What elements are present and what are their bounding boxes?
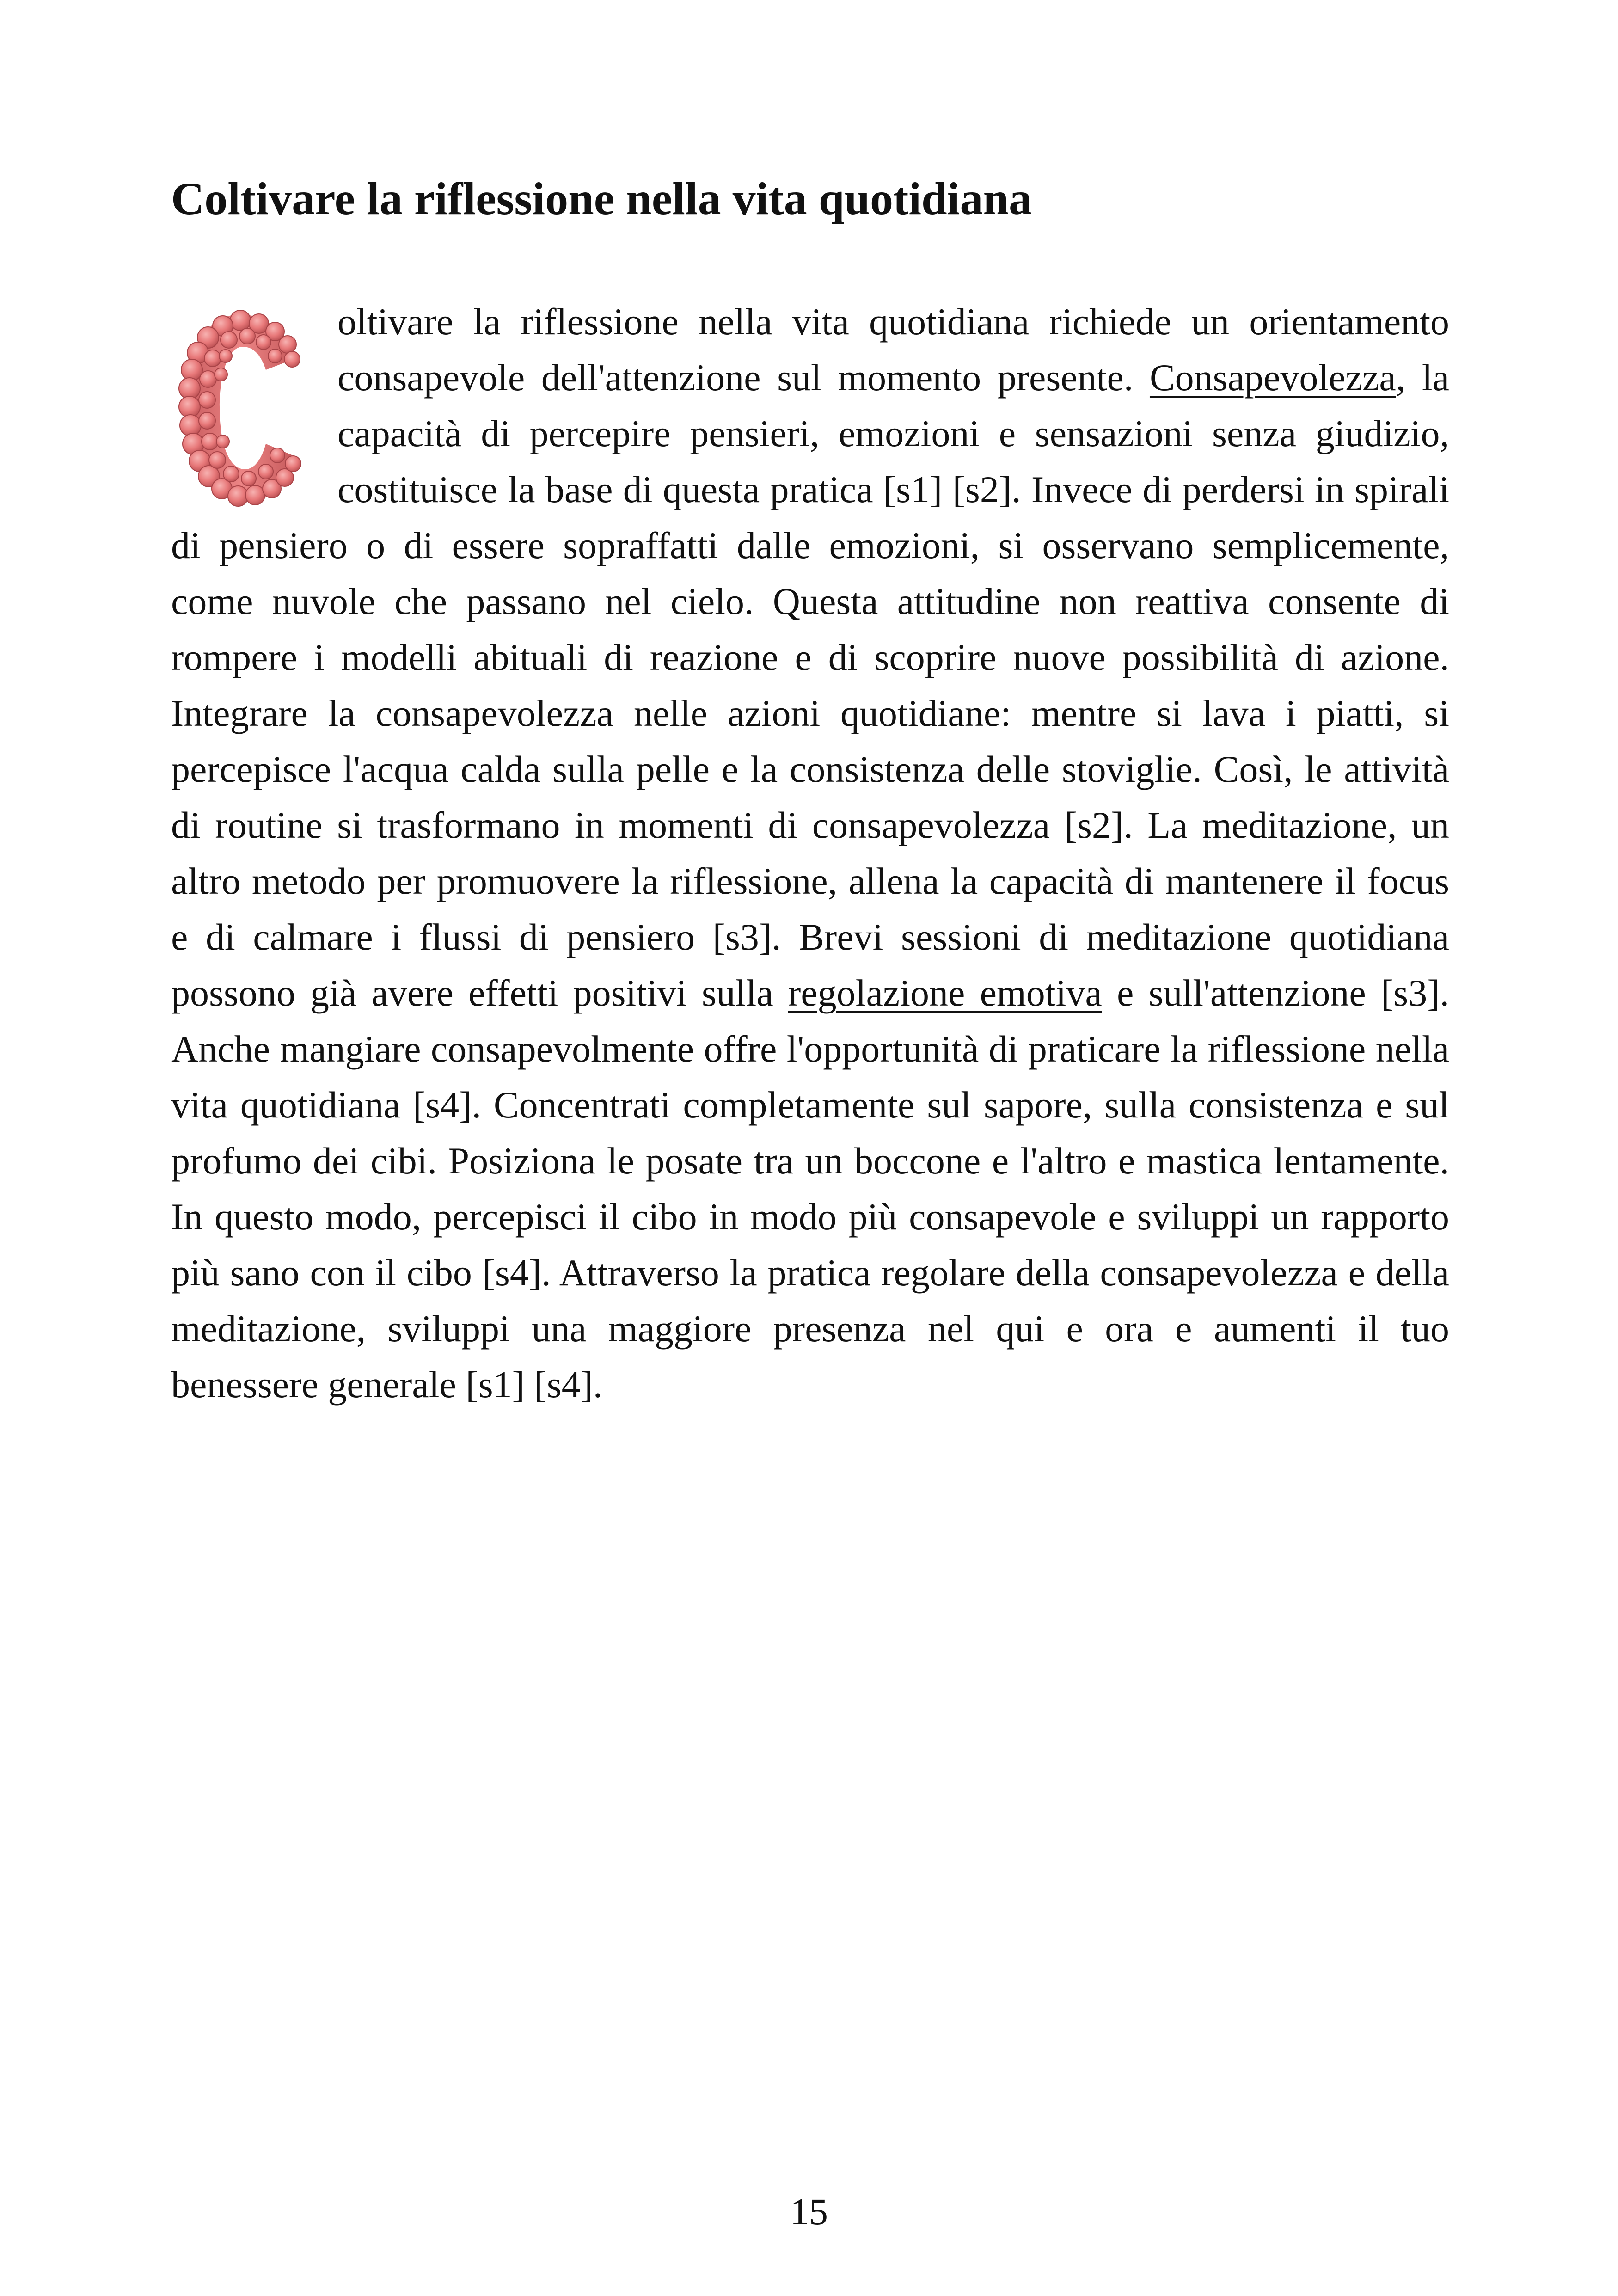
glossary-term-regolazione-emotiva[interactable]: regolazione emotiva xyxy=(788,972,1102,1014)
body-text-segment: e sull'attenzione [s3]. Anche mangiare consapevolmente offre l'opportunità di praticare la riflessione nella vita quotidiana [s4]. Concentrati completamente sul sapore, sulla consistenza e sul profumo dei cibi. Posiziona le posate tra un boccone e l'altro e mastica lentamente. In questo modo, percepisci il cibo in modo più consapevole e sviluppi un rapporto più sano con il cibo [s4]. Attraverso la pratica regolare della consapevolezza e della meditazione, sviluppi una maggiore presenza nel qui e ora e aumenti il tuo benessere generale [s1] [s4]. xyxy=(171,972,1449,1406)
body-text-segment: oltivare la riflessione nella vita quotidiana richiede un orientamento consapevole dell'attenzione sul momento presente. xyxy=(337,301,1449,399)
section-heading: Coltivare la riflessione nella vita quotidiana xyxy=(171,173,1032,224)
glossary-term-consapevolezza[interactable]: Consapevolezza xyxy=(1149,356,1396,399)
body-paragraph xyxy=(171,294,1449,1412)
body-text-segment: , la capacità di percepire pensieri, emozioni e sensazioni senza giudizio, costituisce la base di questa pratica [s1] [s2]. Invece di perdersi in spirali di pensiero o di essere sopraffatti dalle emozioni, si osservano semplicemente, come nuvole che passano nel cielo. Questa attitudine non reattiva consente di rompere i modelli abituali di reazione e di scoprire nuove possibilità di azione. Integrare la consapevolezza nelle azioni quotidiane: mentre si lava i piatti, si percepisce l'acqua calda sulla pelle e la consistenza delle stoviglie. Così, le attività di routine si trasformano in momenti di consapevolezza [s2]. La meditazione, un altro metodo per promuovere la riflessione, allena la capacità di mantenere il focus e di calmare i flussi di pensiero [s3]. Brevi sessioni di meditazione quotidiana possono già avere effetti positivi sulla xyxy=(171,356,1449,1014)
page-number: 15 xyxy=(790,2191,828,2233)
dropcap-c-illustration xyxy=(171,303,310,513)
